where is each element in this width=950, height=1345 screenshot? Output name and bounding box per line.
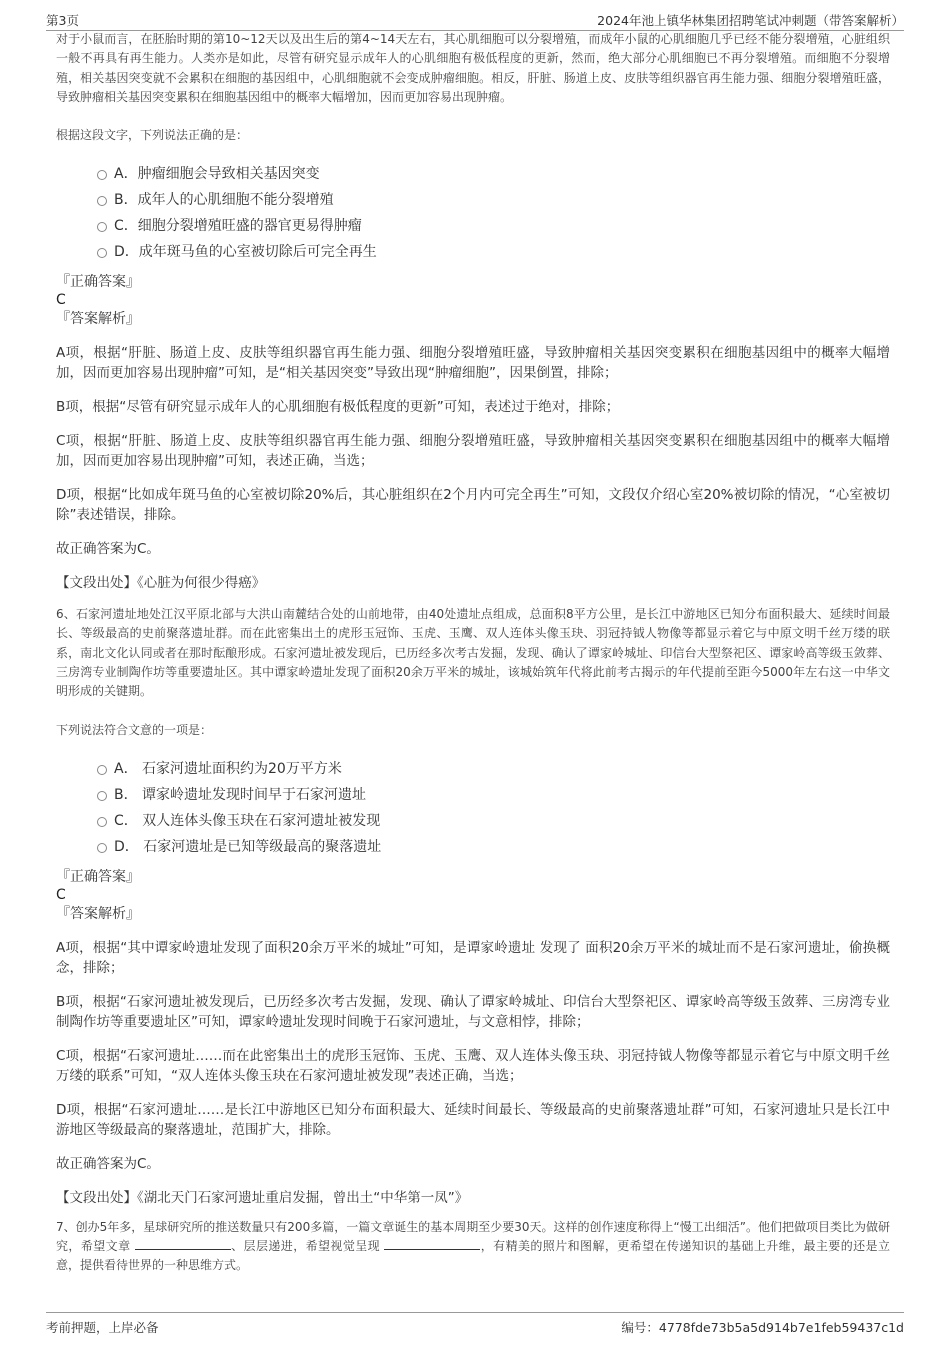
document-title: 2024年池上镇华林集团招聘笔试冲刺题（带答案解析） — [597, 13, 904, 28]
q7-text-part1: 7、创办5年多，星球研究所的推送数量只有200多篇，一篇文章诞生的基本周期至少要30天。这样的创作速度称得上“慢工出细活”。他们把做项目类比为做研究，希望文章 — [56, 1219, 890, 1253]
page-header — [46, 8, 904, 31]
document-content — [56, 30, 890, 1302]
q7-blank-1[interactable] — [135, 1238, 231, 1250]
q6-option-c[interactable] — [56, 808, 890, 834]
radio-icon[interactable] — [97, 170, 107, 180]
q6-analysis-d: D项，根据“石家河遗址……是长江中游地区已知分布面积最大、延续时间最长、等级最高的史前聚落遗址群”可知，石家河遗址只是长江中游地区等级最高的聚落遗址，范围扩大，排除。 — [56, 1101, 890, 1138]
q5-conclusion: 故正确答案为C。 — [56, 541, 160, 558]
q5-option-a[interactable] — [56, 161, 890, 187]
option-text: A． 石家河遗址面积约为20万平方米 — [114, 760, 342, 777]
question-6 — [56, 605, 890, 1207]
option-text: B．成年人的心肌细胞不能分裂增殖 — [114, 192, 334, 209]
q5-answer: C — [56, 292, 66, 309]
radio-icon[interactable] — [97, 248, 107, 258]
q6-conclusion: 故正确答案为C。 — [56, 1155, 160, 1172]
option-text: C．细胞分裂增殖旺盛的器官更易得肿瘤 — [114, 218, 362, 235]
q5-analysis-label: 『答案解析』 — [56, 311, 140, 328]
radio-icon[interactable] — [97, 791, 107, 801]
option-text: C． 双人连体头像玉玦在石家河遗址被发现 — [114, 812, 381, 829]
page-footer — [46, 1312, 904, 1337]
source-title: 《湖北天门石家河遗址重启发掘，曾出土“中华第一凤”》 — [137, 1189, 469, 1206]
source-label: 【文段出处】 — [56, 575, 137, 592]
q5-analysis-a: A项，根据“肝脏、肠道上皮、皮肤等组织器官再生能力强、细胞分裂增殖旺盛，导致肿瘤相关基因突变累积在细胞基因组中的概率大幅增加，因而更加容易出现肿瘤”可知，是“相关基因突变”导致出现“肿瘤细胞”，因果倒置，排除； — [56, 345, 890, 382]
radio-icon[interactable] — [97, 817, 107, 827]
q6-source — [56, 1188, 890, 1208]
q5-option-d[interactable] — [56, 239, 890, 265]
q5-analysis-c: C项，根据“肝脏、肠道上皮、皮肤等组织器官再生能力强、细胞分裂增殖旺盛，导致肿瘤相关基因突变累积在细胞基因组中的概率大幅增加，因而更加容易出现肿瘤”可知，表述正确，当选； — [56, 433, 890, 470]
q7-passage — [56, 1218, 890, 1276]
q5-analysis-b: B项，根据“尽管有研究显示成年人的心肌细胞有极低程度的更新”可知，表述过于绝对，排除； — [56, 399, 620, 416]
option-text: D．成年斑马鱼的心室被切除后可完全再生 — [114, 244, 377, 261]
source-title: 《心脏为何很少得癌》 — [137, 575, 266, 592]
q6-option-a[interactable] — [56, 756, 890, 782]
q6-answer: C — [56, 886, 66, 903]
q6-option-d[interactable] — [56, 834, 890, 860]
footer-slogan: 考前押题，上岸必备 — [46, 1320, 159, 1335]
radio-icon[interactable] — [97, 222, 107, 232]
q5-passage: 对于小鼠而言，在胚胎时期的第10~12天以及出生后的第4~14天左右，其心肌细胞可以分裂增殖，而成年小鼠的心肌细胞几乎已经不能分裂增殖，心脏组织一般不再具有再生能力。人类亦是如此，尽管有研究显示成年人的心肌细胞有极低程度的更新，然而，绝大部分心肌细胞已不再分裂增殖。而细胞不分裂增殖，相关基因突变就不会累积在细胞的基因组中，心肌细胞就不会变成肿瘤细胞。相反，肝脏、肠道上皮、皮肤等组织器官再生能力强、细胞分裂增殖旺盛，导致肿瘤相关基因突变累积在细胞基因组中的概率大幅增加，因而更加容易出现肿瘤。 — [56, 32, 890, 104]
q5-prompt: 根据这段文字，下列说法正确的是： — [56, 128, 249, 143]
question-7 — [56, 1218, 890, 1276]
q6-analysis-a: A项，根据“其中谭家岭遗址发现了面积20余万平米的城址”可知，是谭家岭遗址 发现了 面积20余万平米的城址而不是石家河遗址，偷换概念，排除； — [56, 939, 890, 976]
q6-passage: 6、石家河遗址地处江汉平原北部与大洪山南麓结合处的山前地带，由40处遗址点组成，总面积8平方公里，是长江中游地区已知分布面积最大、延续时间最长、等级最高的史前聚落遗址群。而在此密集出土的虎形玉冠饰、玉虎、玉鹰、双人连体头像玉玦、羽冠持钺人物像等都显示着它与中原文明千丝万缕的联系，南北文化认同或者在那时酝酿形成。石家河遗址被发现后，已历经多次考古发掘，发现、确认了谭家岭城址、印信台大型祭祀区、谭家岭高等级玉敛葬、三房湾专业制陶作坊等重要遗址区。其中谭家岭遗址发现了面积20余万平米的城址，该城始筑年代将此前考古揭示的年代提前至距今5000年左右这一中华文明形成的关键期。 — [56, 607, 890, 699]
q6-option-b[interactable] — [56, 782, 890, 808]
q5-option-b[interactable] — [56, 187, 890, 213]
q6-analysis-c: C项，根据“石家河遗址……而在此密集出土的虎形玉冠饰、玉虎、玉鹰、双人连体头像玉玦、羽冠持钺人物像等都显示着它与中原文明千丝万缕的联系”可知，“双人连体头像玉玦在石家河遗址被发现”表述正确，当选； — [56, 1047, 890, 1084]
q6-prompt: 下列说法符合文意的一项是： — [56, 722, 213, 737]
document-id: 编号：4778fde73b5a5d914b7e1feb59437c1d — [621, 1320, 904, 1335]
q7-text-part2: 、层层递进，希望视觉呈现 — [230, 1238, 381, 1253]
q5-answer-label: 『正确答案』 — [56, 274, 140, 291]
q5-source — [56, 573, 890, 593]
q5-options — [56, 161, 890, 265]
radio-icon[interactable] — [97, 196, 107, 206]
radio-icon[interactable] — [97, 765, 107, 775]
q6-answer-label: 『正确答案』 — [56, 868, 140, 885]
q6-analysis-label: 『答案解析』 — [56, 905, 140, 922]
option-text: B． 谭家岭遗址发现时间早于石家河遗址 — [114, 786, 367, 803]
option-text: D． 石家河遗址是已知等级最高的聚落遗址 — [114, 838, 382, 855]
radio-icon[interactable] — [97, 843, 107, 853]
source-label: 【文段出处】 — [56, 1189, 137, 1206]
q6-options — [56, 756, 890, 860]
q7-blank-2[interactable] — [384, 1238, 480, 1250]
page-number: 第3页 — [46, 13, 79, 28]
q7-text-part3: ，有精美的照片和图解，更希望在传递知识的基础上升维，最主要的还是立意，提供看待世界的一种思维方式。 — [56, 1238, 890, 1273]
q6-analysis-b: B项，根据“石家河遗址被发现后，已历经多次考古发掘，发现、确认了谭家岭城址、印信台大型祭祀区、谭家岭高等级玉敛葬、三房湾专业制陶作坊等重要遗址区”可知，谭家岭遗址发现时间晚于石家河遗址，与文意相悖，排除； — [56, 993, 890, 1030]
question-5 — [56, 30, 890, 593]
q5-analysis-d: D项，根据“比如成年斑马鱼的心室被切除20%后，其心脏组织在2个月内可完全再生”可知，文段仅介绍心室20%被切除的情况，“心室被切除”表述错误，排除。 — [56, 487, 890, 524]
q5-option-c[interactable] — [56, 213, 890, 239]
option-text: A．肿瘤细胞会导致相关基因突变 — [114, 166, 320, 183]
